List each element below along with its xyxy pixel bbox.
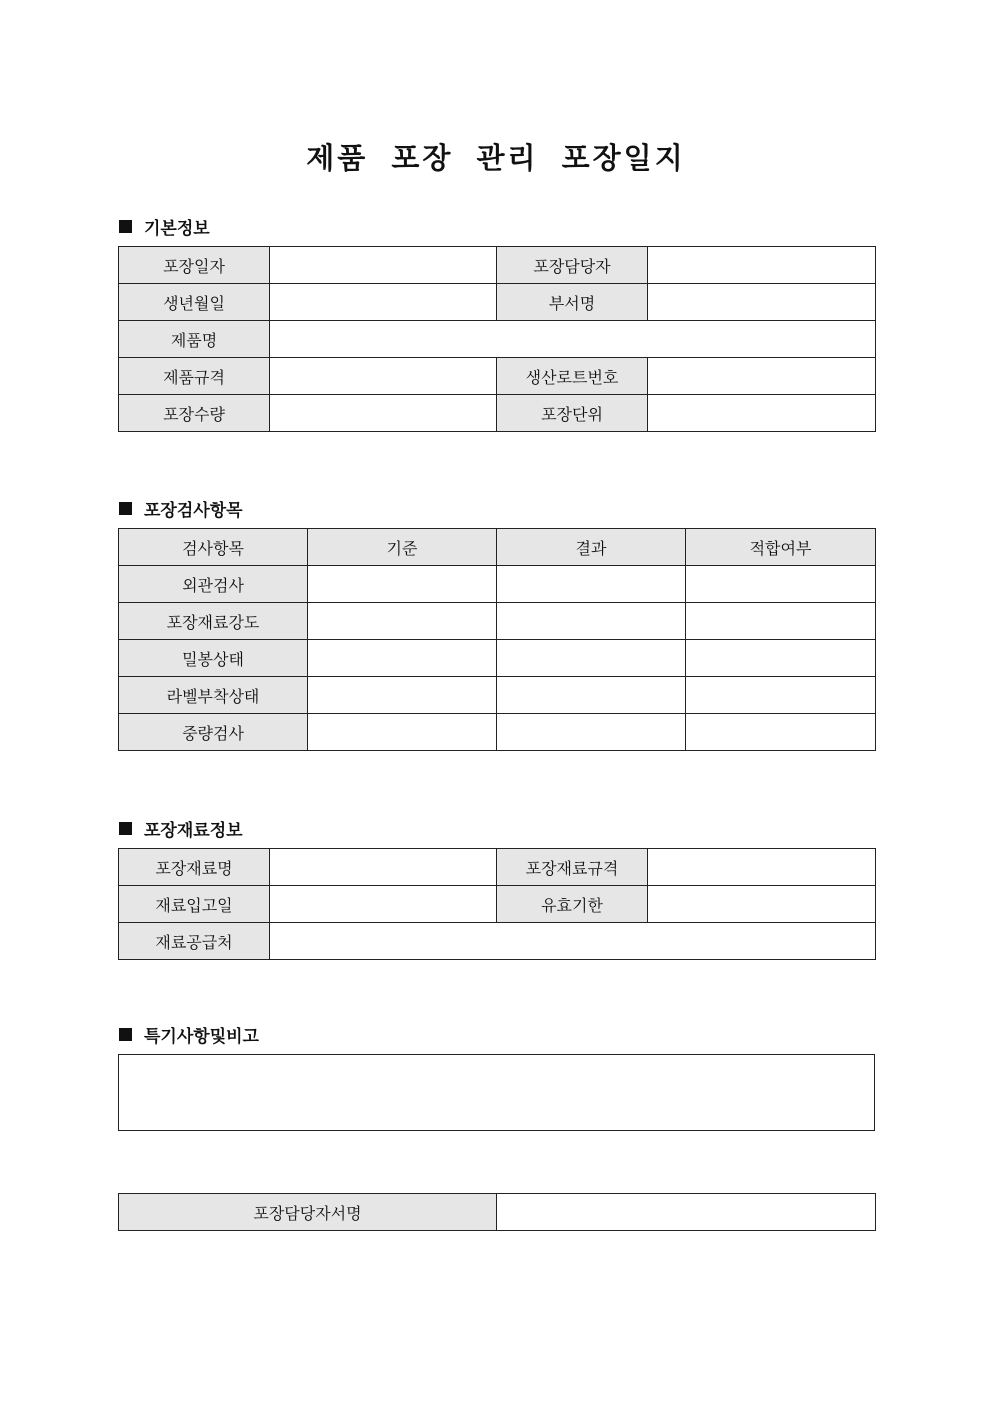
pass-field[interactable] — [686, 677, 876, 714]
label-packing-manager: 포장담당자 — [497, 247, 648, 284]
square-bullet-icon — [119, 502, 132, 515]
section-heading-material-info — [119, 816, 243, 841]
pass-field[interactable] — [686, 714, 876, 751]
packing-date-field[interactable] — [270, 247, 497, 284]
label-signature: 포장담당자서명 — [119, 1194, 497, 1231]
label-product-spec: 제품규격 — [119, 358, 270, 395]
inspection-item-label: 밀봉상태 — [119, 640, 308, 677]
result-field[interactable] — [497, 566, 686, 603]
section-heading-remarks — [119, 1022, 259, 1047]
birth-date-field[interactable] — [270, 284, 497, 321]
inspection-table — [118, 528, 876, 751]
label-expiry-date: 유효기한 — [497, 886, 648, 923]
section-heading-label: 기본정보 — [144, 219, 210, 239]
table-row — [119, 321, 876, 358]
table-row — [119, 603, 876, 640]
label-material-supplier: 재료공급처 — [119, 923, 270, 960]
label-material-spec: 포장재료규격 — [497, 849, 648, 886]
standard-field[interactable] — [308, 640, 497, 677]
label-birth-date: 생년월일 — [119, 284, 270, 321]
packing-quantity-field[interactable] — [270, 395, 497, 432]
section-heading-label: 포장검사항목 — [144, 501, 243, 521]
standard-field[interactable] — [308, 603, 497, 640]
table-row — [119, 886, 876, 923]
packing-manager-field[interactable] — [648, 247, 876, 284]
label-packing-date: 포장일자 — [119, 247, 270, 284]
expiry-date-field[interactable] — [648, 886, 876, 923]
table-row — [119, 1194, 876, 1231]
material-spec-field[interactable] — [648, 849, 876, 886]
column-header-standard: 기준 — [308, 529, 497, 566]
square-bullet-icon — [119, 1028, 132, 1041]
label-material-receipt-date: 재료입고일 — [119, 886, 270, 923]
table-row — [119, 247, 876, 284]
label-packing-quantity: 포장수량 — [119, 395, 270, 432]
section-heading-basic-info — [119, 214, 210, 239]
table-row — [119, 714, 876, 751]
material-name-field[interactable] — [270, 849, 497, 886]
table-header-row — [119, 529, 876, 566]
standard-field[interactable] — [308, 714, 497, 751]
section-heading-label: 포장재료정보 — [144, 821, 243, 841]
square-bullet-icon — [119, 220, 132, 233]
column-header-result: 결과 — [497, 529, 686, 566]
standard-field[interactable] — [308, 677, 497, 714]
packing-unit-field[interactable] — [648, 395, 876, 432]
table-row — [119, 395, 876, 432]
result-field[interactable] — [497, 677, 686, 714]
label-packing-unit: 포장단위 — [497, 395, 648, 432]
label-lot-number: 생산로트번호 — [497, 358, 648, 395]
table-row — [119, 923, 876, 960]
table-row — [119, 849, 876, 886]
pass-field[interactable] — [686, 640, 876, 677]
material-info-table — [118, 848, 876, 960]
table-row — [119, 677, 876, 714]
result-field[interactable] — [497, 714, 686, 751]
table-row — [119, 566, 876, 603]
basic-info-table — [118, 246, 876, 432]
section-heading-inspection — [119, 496, 243, 521]
pass-field[interactable] — [686, 603, 876, 640]
table-row — [119, 358, 876, 395]
result-field[interactable] — [497, 603, 686, 640]
square-bullet-icon — [119, 822, 132, 835]
product-name-field[interactable] — [270, 321, 876, 358]
pass-field[interactable] — [686, 566, 876, 603]
standard-field[interactable] — [308, 566, 497, 603]
inspection-item-label: 중량검사 — [119, 714, 308, 751]
inspection-item-label: 포장재료강도 — [119, 603, 308, 640]
signature-table — [118, 1193, 876, 1231]
signature-field[interactable] — [497, 1194, 876, 1231]
table-row — [119, 284, 876, 321]
remarks-textarea[interactable] — [118, 1054, 875, 1131]
department-field[interactable] — [648, 284, 876, 321]
lot-number-field[interactable] — [648, 358, 876, 395]
document-title: 제품 포장 관리 포장일지 — [306, 141, 686, 175]
result-field[interactable] — [497, 640, 686, 677]
product-spec-field[interactable] — [270, 358, 497, 395]
column-header-item: 검사항목 — [119, 529, 308, 566]
column-header-pass: 적합여부 — [686, 529, 876, 566]
table-row — [119, 640, 876, 677]
inspection-item-label: 라벨부착상태 — [119, 677, 308, 714]
section-heading-label: 특기사항및비고 — [144, 1027, 259, 1047]
material-receipt-date-field[interactable] — [270, 886, 497, 923]
material-supplier-field[interactable] — [270, 923, 876, 960]
label-product-name: 제품명 — [119, 321, 270, 358]
label-department: 부서명 — [497, 284, 648, 321]
inspection-item-label: 외관검사 — [119, 566, 308, 603]
label-material-name: 포장재료명 — [119, 849, 270, 886]
